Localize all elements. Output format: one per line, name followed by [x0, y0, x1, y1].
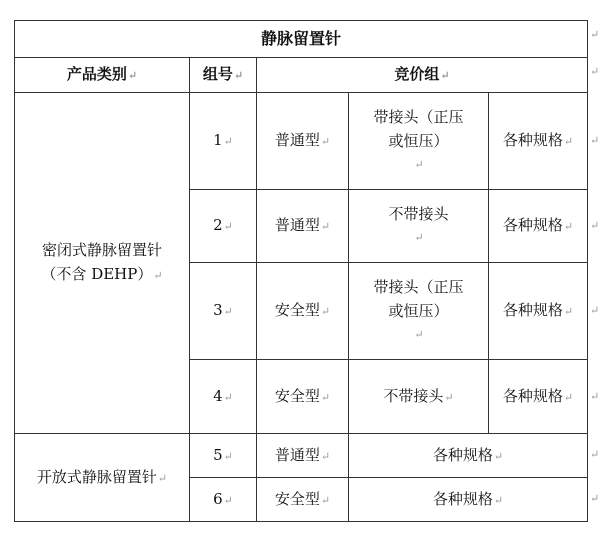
table-row	[15, 93, 588, 190]
category-cell-open: 开放式静脉留置针↵	[15, 434, 190, 522]
type-cell: 普通型↵	[257, 190, 349, 263]
header-bid-group: 竞价组↵	[257, 58, 588, 93]
spec-cell: 各种规格↵	[349, 434, 588, 478]
connector-cell: 带接头（正压 或恒压） ↵	[349, 93, 489, 190]
spec-cell: 各种规格↵	[489, 190, 588, 263]
spec-cell: 各种规格↵	[489, 360, 588, 434]
table-row	[15, 434, 588, 478]
row-end-mark: ↵	[590, 65, 600, 78]
type-cell: 普通型↵	[257, 93, 349, 190]
group-number-cell: 3↵	[190, 263, 257, 360]
row-end-mark: ↵	[590, 492, 600, 505]
table-title-cell	[15, 21, 588, 58]
group-number-cell: 2↵	[190, 190, 257, 263]
type-cell: 安全型↵	[257, 263, 349, 360]
type-cell: 安全型↵	[257, 478, 349, 522]
spec-cell: 各种规格↵	[349, 478, 588, 522]
row-end-mark: ↵	[590, 28, 600, 41]
group-number-cell: 1↵	[190, 93, 257, 190]
group-number-cell: 4↵	[190, 360, 257, 434]
connector-cell: 不带接头↵	[349, 360, 489, 434]
category-cell-closed: 密闭式静脉留置针 （不含 DEHP）↵	[15, 93, 190, 434]
header-group: 组号↵	[190, 58, 257, 93]
row-end-mark: ↵	[590, 219, 600, 232]
row-end-mark: ↵	[590, 304, 600, 317]
row-end-mark: ↵	[590, 134, 600, 147]
bid-group-table	[14, 20, 588, 522]
connector-cell: 不带接头 ↵	[349, 190, 489, 263]
type-cell: 安全型↵	[257, 360, 349, 434]
spec-cell: 各种规格↵	[489, 93, 588, 190]
group-number-cell: 5↵	[190, 434, 257, 478]
row-end-mark: ↵	[590, 390, 600, 403]
type-cell: 普通型↵	[257, 434, 349, 478]
connector-cell: 带接头（正压 或恒压） ↵	[349, 263, 489, 360]
spec-cell: 各种规格↵	[489, 263, 588, 360]
group-number-cell: 6↵	[190, 478, 257, 522]
row-end-mark: ↵	[590, 448, 600, 461]
table-title: 静脉留置针	[261, 29, 342, 48]
header-category: 产品类别↵	[15, 58, 190, 93]
